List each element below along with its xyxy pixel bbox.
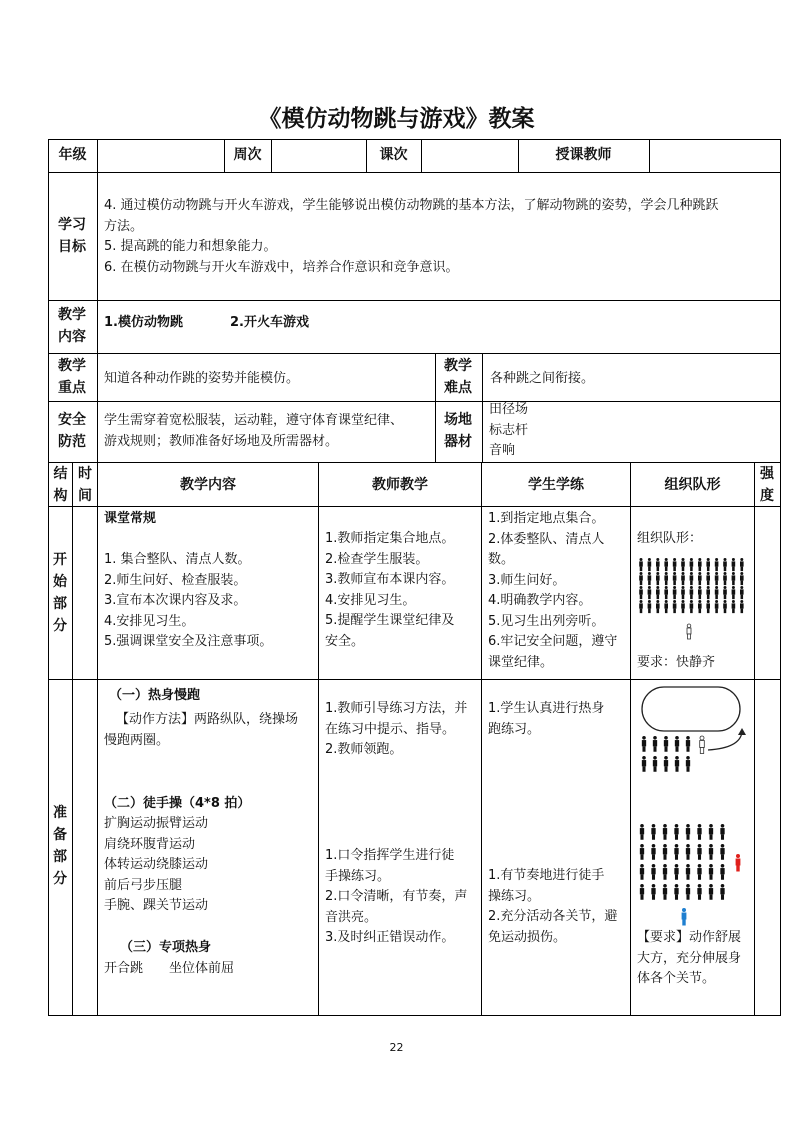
prep-teacher-list-2: 1.口令指挥学生进行徒 手操练习。 2.口令清晰，有节奏，声 音洪亮。 3.及时纠正错误动作。 <box>325 848 468 945</box>
teacher-figure-red-icon <box>736 854 741 872</box>
start-content-list: 1. 集合整队、清点人数。 2.师生问好、检查服装。 3.宣布本次课内容及求。 4.安排见习生。 5.强调课堂安全及注意事项。 <box>104 552 273 649</box>
track-oval-icon <box>642 687 740 731</box>
prep-part1-title: （一）热身慢跑 <box>109 688 201 703</box>
prep-student-list-1: 1.学生认真进行热身 跑练习。 <box>488 701 605 737</box>
grade-label: 年级 <box>58 147 87 163</box>
prep-part2-list: 扩胸运动振臂运动 肩绕环腹背运动 体转运动绕膝运动 前后弓步压腿 手腕、踝关节运动 <box>104 816 209 913</box>
calisthenics-formation-diagram <box>636 822 752 928</box>
start-student-list: 1.到指定地点集合。 2.体委整队、清点人 数。 3.师生问好。 4.明确教学内容。 5.见习生出列旁听。 6.牢记安全问题，遵守 课堂纪律。 <box>488 511 618 670</box>
student-figures-icon <box>640 824 725 900</box>
col-intensity: 强度 <box>760 466 774 504</box>
start-content-title: 课堂常规 <box>104 511 157 526</box>
document-title: 《模仿动物跳与游戏》教案 <box>258 105 535 132</box>
teacher-figure-icon <box>687 624 691 639</box>
prep-section-label: 准备部分 <box>53 805 67 887</box>
lesson-label: 课次 <box>379 147 408 163</box>
start-formation-label: 组织队形： <box>637 531 703 546</box>
col-structure: 结构 <box>53 466 68 504</box>
start-section-label: 开始部分 <box>53 552 67 634</box>
student-figures-icon <box>639 558 743 613</box>
teacher-figure-icon <box>700 736 705 754</box>
content-label: 教学内容 <box>58 307 86 345</box>
safety-text: 学生需穿着宽松服装，运动鞋，遵守体育课堂纪律、 游戏规则；教师准备好场地及所需器材。 <box>104 413 404 449</box>
student-figures-icon <box>642 736 690 772</box>
venue-list: 田径场 标志杆 音响 <box>489 402 529 458</box>
objectives-label: 学习目标 <box>58 217 86 255</box>
start-formation-requirement: 要求：快静齐 <box>637 655 716 670</box>
prep-teacher-list-1: 1.教师引导练习方法，并 在练习中提示、指导。 2.教师领跑。 <box>325 701 468 757</box>
prep-formation-requirement: 【要求】动作舒展 大方，充分伸展身 体各个关节。 <box>637 930 742 986</box>
prep-part3-title: （三）专项热身 <box>120 940 212 955</box>
week-label: 周次 <box>233 147 262 163</box>
venue-label: 场地器材 <box>444 412 472 450</box>
teacher-label: 授课教师 <box>555 147 612 163</box>
content-item-2: 2.开火车游戏 <box>230 315 309 330</box>
col-student: 学生学练 <box>528 477 584 493</box>
col-content: 教学内容 <box>180 477 236 493</box>
prep-student-list-2: 1.有节奏地进行徒手 操练习。 2.充分活动各关节，避 免运动损伤。 <box>488 868 618 945</box>
col-formation: 组织队形 <box>664 477 721 493</box>
teacher-figure-blue-icon <box>682 908 687 926</box>
content-item-1: 1.模仿动物跳 <box>104 315 183 330</box>
safety-label: 安全防范 <box>58 412 86 450</box>
prep-part2-title: （二）徒手操（4*8 拍） <box>104 796 251 811</box>
key-points-label: 教学重点 <box>58 358 86 396</box>
prep-part1-text: 【动作方法】两路纵队，绕操场 慢跑两圈。 <box>104 712 299 748</box>
start-formation-diagram <box>637 556 749 646</box>
objectives-text: 4. 通过模仿动物跳与开火车游戏，学生能够说出模仿动物跳的基本方法，了解动物跳的姿势，学会几种跳跃 方法。 5. 提高跳的能力和想象能力。 6. 在模仿动物跳与开火车游戏中，培养合作意识和竞争意识。 <box>104 198 719 275</box>
run-arrow-icon <box>708 732 742 750</box>
prep-part3-text: 开合跳 坐位体前屈 <box>104 961 235 976</box>
col-teacher: 教师教学 <box>372 477 428 493</box>
difficulty-label: 教学难点 <box>444 358 472 396</box>
difficulty-text: 各种跳之间衔接。 <box>490 371 595 386</box>
page-number: 22 <box>389 1041 404 1054</box>
start-teacher-list: 1.教师指定集合地点。 2.检查学生服装。 3.教师宣布本课内容。 4.安排见习生。 5.提醒学生课堂纪律及 安全。 <box>325 531 455 649</box>
col-time: 时间 <box>78 466 92 504</box>
key-points-text: 知道各种动作跳的姿势并能模仿。 <box>104 371 300 386</box>
jog-track-diagram <box>636 684 752 776</box>
